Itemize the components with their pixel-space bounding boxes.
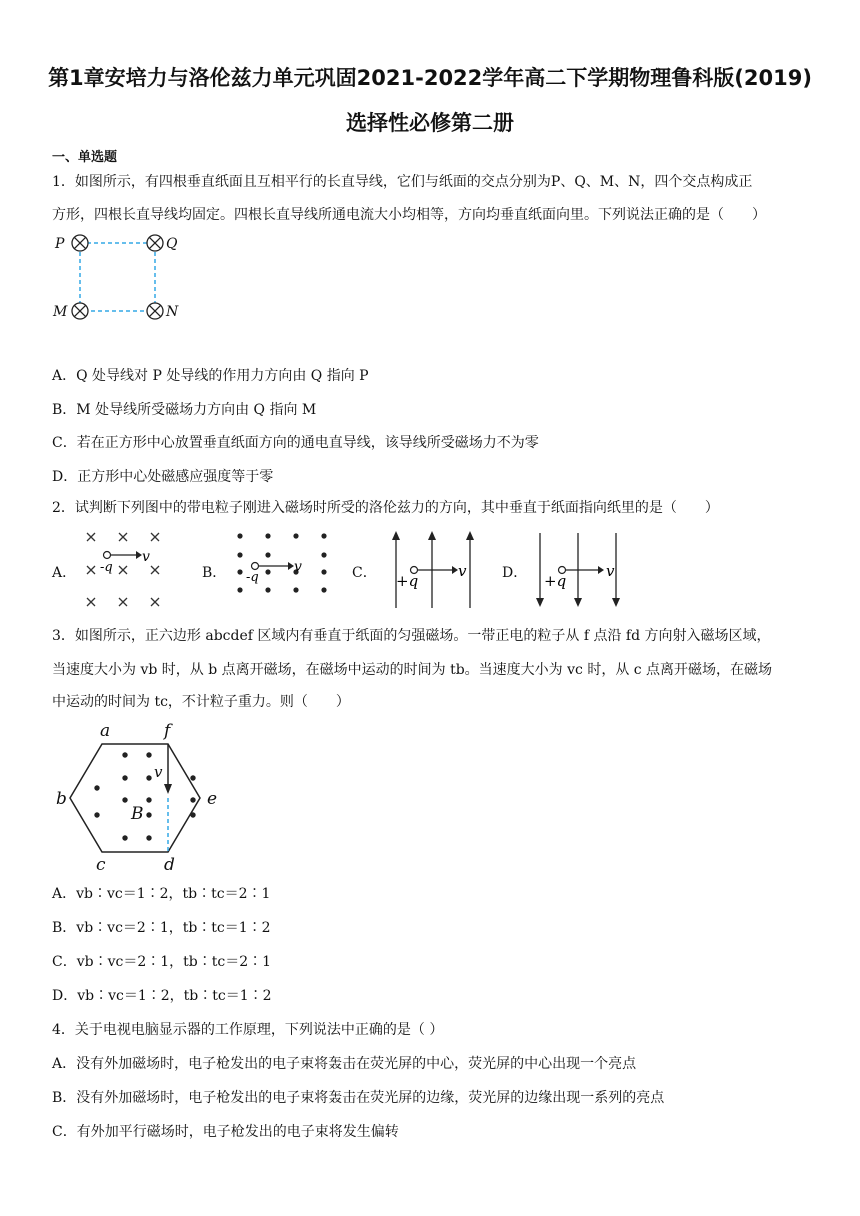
wire-q-icon [147,235,163,251]
velocity-label: v [154,763,163,781]
q4-option-c[interactable]: C．有外加平行磁场时，电子枪发出的电子束将发生偏转 [52,1124,399,1140]
q4-option-b[interactable]: B．没有外加磁场时，电子枪发出的电子束将轰击在荧光屏的边缘，荧光屏的边缘出现一系列的亮点 [52,1090,665,1106]
q4-option-a[interactable]: A．没有外加磁场时，电子枪发出的电子束将轰击在荧光屏的中心，荧光屏的中心出现一个亮点 [52,1056,637,1072]
document-title-line-2: 选择性必修第二册 [346,111,514,135]
q2-figure-c [378,528,488,613]
section-heading: 一、单选题 [52,150,118,165]
q2-figure-a [78,528,173,613]
vertex-f: f [164,721,171,741]
vertex-e: e [207,789,218,809]
velocity-d: v [606,562,615,580]
q1-figure [50,230,190,320]
q3-option-c[interactable]: C．vb∶vc＝2∶1，tb∶tc＝2∶1 [52,954,272,970]
q1-stem-line-2: 方形，四根长直导线均固定。四根长直导线所通电流大小均相等，方向均垂直纸面向里。下列说法正确的是（ ） [52,207,766,223]
q2-stem: 2．试判断下列图中的带电粒子刚进入磁场时所受的洛伦兹力的方向，其中垂直于纸面指向纸里的是（ ） [52,500,719,516]
vertex-c: c [96,855,106,875]
q3-option-a[interactable]: A．vb∶vc＝1∶2，tb∶tc＝2∶1 [52,886,271,902]
velocity-c: v [458,562,467,580]
label-n: N [166,304,179,320]
q3-stem-line-1: 3．如图所示，正六边形 abcdef 区域内有垂直于纸面的匀强磁场。一带正电的粒子从 f 点沿 fd 方向射入磁场区域， [52,628,771,644]
charge-a: -q [100,560,113,575]
q2-option-a-label[interactable]: A． [52,565,77,581]
field-label-b: B [131,804,144,824]
q2-option-d-label[interactable]: D． [502,565,528,581]
wire-p-icon [72,235,88,251]
label-m: M [53,304,68,320]
wire-m-icon [72,303,88,319]
q3-stem-line-3: 中运动的时间为 tc，不计粒子重力。则（ ） [52,694,350,710]
q1-option-a[interactable]: A．Q 处导线对 P 处导线的作用力方向由 Q 指向 P [52,368,369,384]
q2-option-c-label[interactable]: C． [352,565,377,581]
q1-option-b[interactable]: B．M 处导线所受磁场力方向由 Q 指向 M [52,402,317,418]
q3-option-b[interactable]: B．vb∶vc＝2∶1，tb∶tc＝1∶2 [52,920,271,936]
velocity-a: v [142,549,150,565]
q2-figure-b [228,528,333,613]
q1-stem-line-1: 1．如图所示，有四根垂直纸面且互相平行的长直导线，它们与纸面的交点分别为P、Q、M、N，四个交点构成正 [52,174,753,190]
vertex-d: d [164,855,175,875]
vertex-a: a [100,721,111,741]
velocity-b: v [294,559,302,575]
q3-option-d[interactable]: D．vb∶vc＝1∶2，tb∶tc＝1∶2 [52,988,272,1004]
charge-c: +q [396,572,419,590]
q3-hexagon-figure [50,718,230,878]
wire-n-icon [147,303,163,319]
label-p: P [55,236,65,252]
document-title-line-1: 第1章安培力与洛伦兹力单元巩固2021-2022学年高二下学期物理鲁科版(2019) [48,66,812,90]
charge-b: -q [246,570,259,585]
charge-d: +q [544,572,567,590]
q1-option-c[interactable]: C．若在正方形中心放置垂直纸面方向的通电直导线，该导线所受磁场力不为零 [52,435,539,451]
q1-option-d[interactable]: D．正方形中心处磁感应强度等于零 [52,469,274,485]
label-q: Q [166,236,178,252]
q4-stem: 4．关于电视电脑显示器的工作原理，下列说法中正确的是（ ） [52,1022,444,1038]
q3-stem-line-2: 当速度大小为 vb 时，从 b 点离开磁场，在磁场中运动的时间为 tb。当速度大小为 vc 时，从 c 点离开磁场，在磁场 [52,662,773,678]
q2-figure-d [526,528,636,613]
vertex-b: b [56,789,67,809]
q2-option-b-label[interactable]: B． [202,565,227,581]
